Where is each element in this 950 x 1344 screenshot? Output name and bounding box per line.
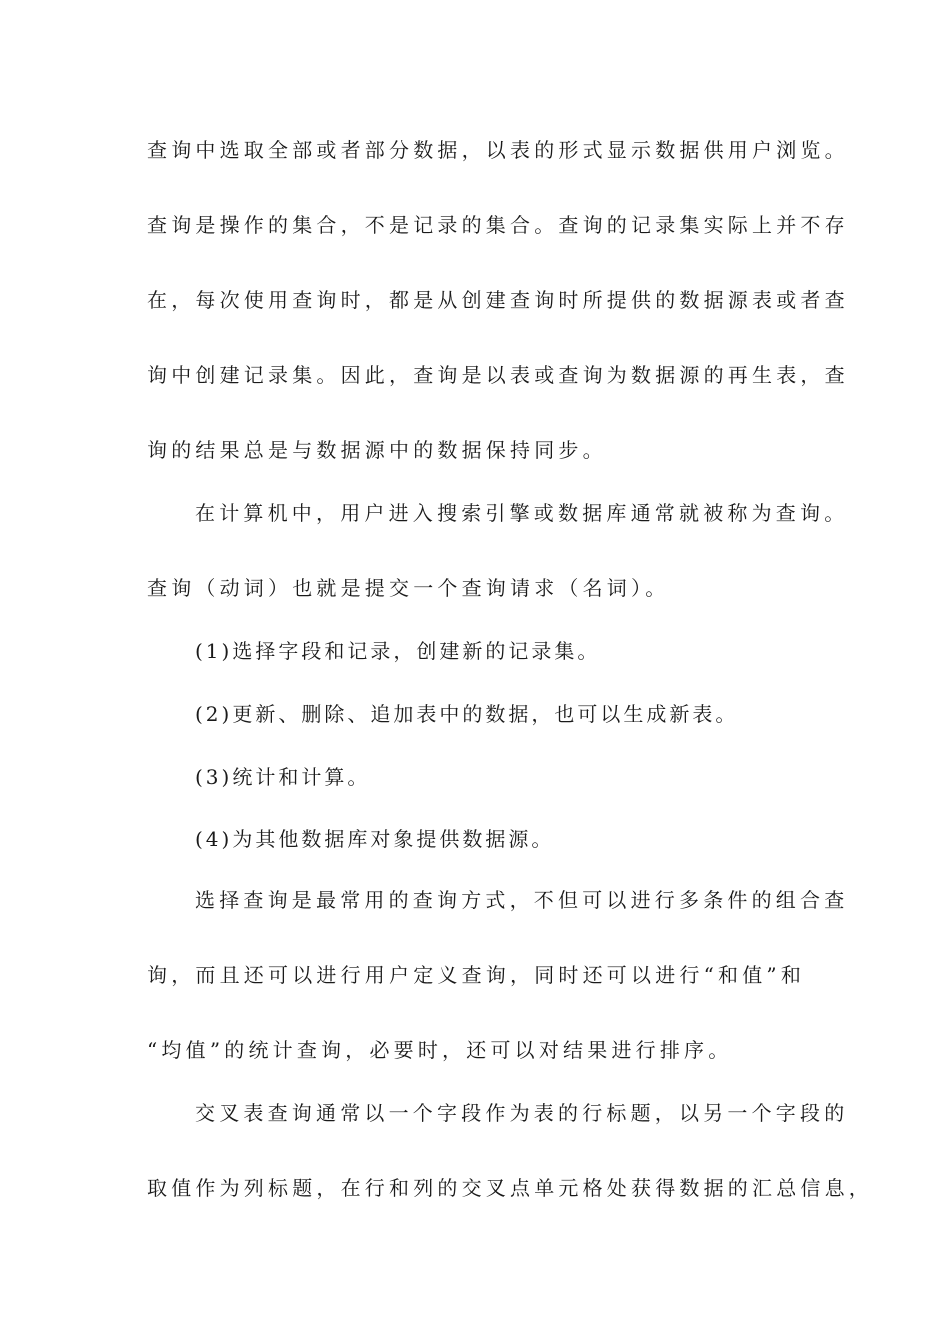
list-item-2: (2)更新、删除、追加表中的数据，也可以生成新表。 — [195, 702, 739, 726]
text-line-16: 取值作为列标题，在行和列的交叉点单元格处获得数据的汇总信息， — [147, 1176, 873, 1200]
text-line-4: 询中创建记录集。因此，查询是以表或查询为数据源的再生表，查 — [147, 363, 849, 387]
text-line-6: 在计算机中，用户进入搜索引擎或数据库通常就被称为查询。 — [195, 501, 849, 525]
text-line-3: 在，每次使用查询时，都是从创建查询时所提供的数据源表或者查 — [147, 288, 849, 312]
text-line-1: 查询中选取全部或者部分数据，以表的形式显示数据供用户浏览。 — [147, 138, 849, 162]
text-line-13: 询，而且还可以进行用户定义查询，同时还可以进行“和值”和 — [147, 963, 806, 987]
text-line-7: 查询（动词）也就是提交一个查询请求（名词）。 — [147, 576, 670, 600]
list-item-3: (3)统计和计算。 — [195, 765, 371, 789]
text-line-14: “均值”的统计查询，必要时，还可以对结果进行排序。 — [147, 1038, 733, 1062]
list-item-4: (4)为其他数据库对象提供数据源。 — [195, 827, 555, 851]
text-line-12: 选择查询是最常用的查询方式，不但可以进行多条件的组合查 — [195, 888, 849, 912]
text-line-5: 询的结果总是与数据源中的数据保持同步。 — [147, 438, 607, 462]
text-line-2: 查询是操作的集合，不是记录的集合。查询的记录集实际上并不存 — [147, 213, 849, 237]
text-line-15: 交叉表查询通常以一个字段作为表的行标题，以另一个字段的 — [195, 1101, 849, 1125]
list-item-1: (1)选择字段和记录，创建新的记录集。 — [195, 639, 601, 663]
